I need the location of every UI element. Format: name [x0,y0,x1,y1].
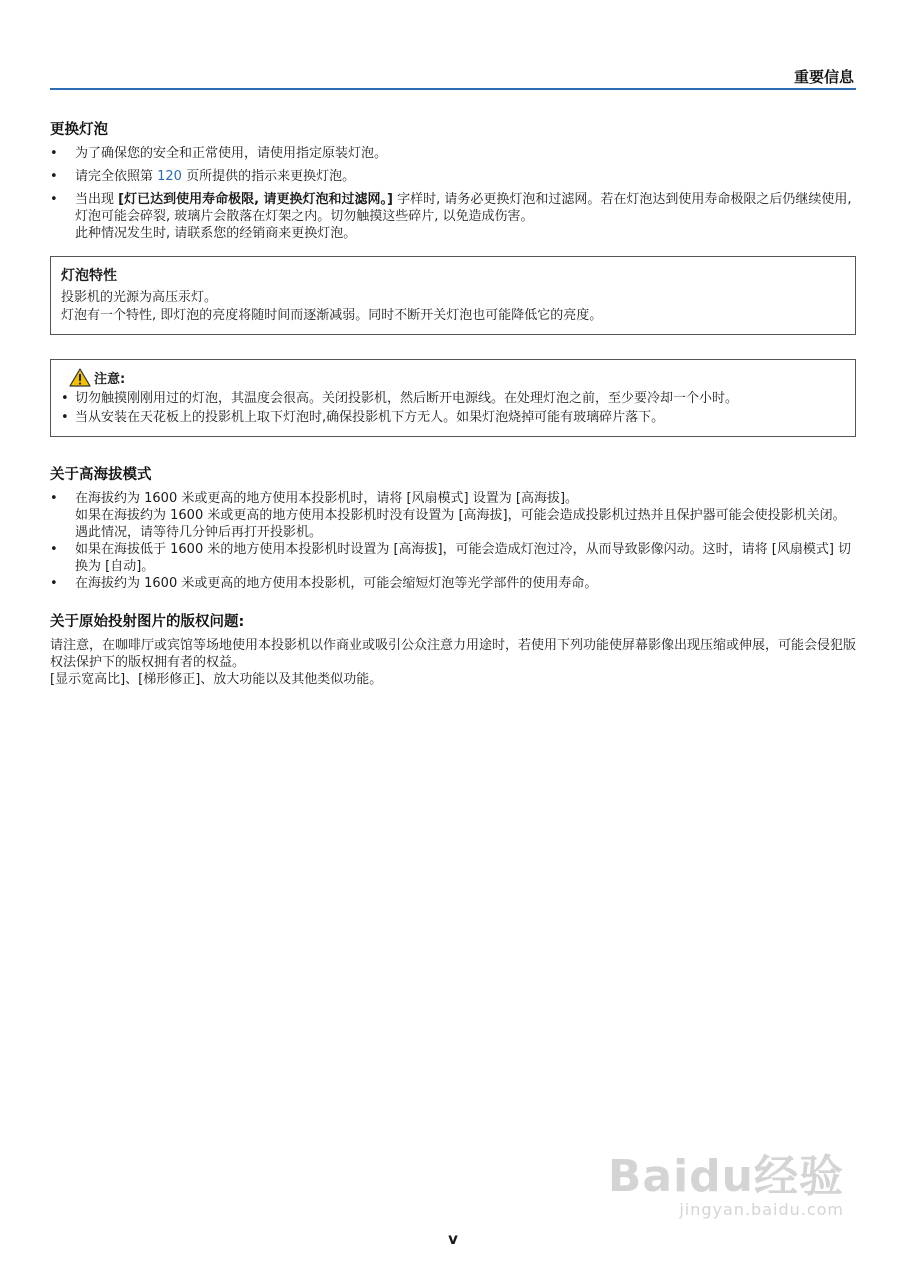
copyright-paragraph: 请注意，在咖啡厅或宾馆等场地使用本投影机以作商业或吸引公众注意力用途时，若使用下列功能使屏幕影像出现压缩或伸展，可能会侵犯版权法保护下的版权拥有者的权益。 [50,638,857,670]
list-item: • 当出现 [灯已达到使用寿命极限, 请更换灯泡和过滤网。] 字样时, 请务必更换灯泡和过滤网。若在灯泡达到使用寿命极限之后仍继续使用, 灯泡可能会碎裂, 玻璃片会散落在灯架之内。切勿触摸这些碎片, 以免造成伤害。 此种情况发生时, 请联系您的经销商来更换灯泡。 [50,192,852,241]
caution-box [50,359,856,437]
list-item: • 切勿触摸刚刚用过的灯泡，其温度会很高。关闭投影机，然后断开电源线。在处理灯泡之前，至少要冷却一个小时。 [61,391,739,406]
document-body [50,118,856,688]
watermark-url: jingyan.baidu.com [679,1200,844,1219]
copyright-functions: [显示宽高比]、[梯形修正]、放大功能以及其他类似功能。 [50,672,383,687]
bullet: • [50,146,58,161]
copyright-section [50,610,856,688]
lamp-bullet-list [50,145,856,242]
lamp-warning-message: [灯已达到使用寿命极限, 请更换灯泡和过滤网。] [118,192,393,207]
bullet: • [50,169,58,184]
baidu-watermark [608,1140,844,1219]
caution-label: 注意: [94,372,126,387]
page-reference-link[interactable]: 120 [157,169,182,184]
bullet: • [50,576,58,591]
list-item: • 请完全依照第 120 页所提供的指示来更换灯泡。 [50,169,356,184]
list-item: • 当从安装在天花板上的投影机上取下灯泡时,确保投影机下方无人。如果灯泡烧掉可能有玻璃碎片落下。 [61,410,665,425]
bullet: • [61,410,69,425]
page-number: v [448,1230,458,1248]
bullet: • [50,542,58,557]
box-title: 灯泡特性 [61,268,117,284]
list-item: • 为了确保您的安全和正常使用，请使用指定原装灯泡。 [50,146,388,161]
list-item: • 在海拔约为 1600 米或更高的地方使用本投影机，可能会缩短灯泡等光学部件的使用寿命。 [50,576,598,591]
bullet: • [61,391,69,406]
watermark-logo: Baidu经验 [607,1151,844,1202]
warning-triangle-icon [69,368,91,387]
page-header-title: 重要信息 [793,68,854,86]
copyright-heading: 关于原始投射图片的版权问题: [50,614,245,630]
box-text: 灯泡有一个特性, 即灯泡的亮度将随时间而逐渐减弱。同时不断开关灯泡也可能降低它的亮度。 [61,308,603,323]
list-item: • 如果在海拔低于 1600 米的地方使用本投影机时设置为 [高海拔]，可能会造成灯泡过冷，从而导致影像闪动。这时，请将 [风扇模式] 切换为 [自动]。 [50,542,852,574]
list-item: • 在海拔约为 1600 米或更高的地方使用本投影机时，请将 [风扇模式] 设置为 [高海拔]。 如果在海拔约为 1600 米或更高的地方使用本投影机时没有设置为 [高海拔]，可能会造成投影机过热并且保护器可能会使投影机关闭。遇此情况，请等待几分钟后再打开投影机。 [50,491,846,540]
altitude-list [50,490,856,592]
box-text: 投影机的光源为高压汞灯。 [61,290,218,305]
lamp-characteristics-box [50,256,856,335]
header-divider [50,88,856,90]
caution-header [69,368,843,387]
bullet: • [50,491,58,506]
lamp-replacement-heading: 更换灯泡 [50,122,108,138]
caution-list [61,390,843,426]
bullet: • [50,192,58,207]
altitude-heading: 关于高海拔模式 [50,467,152,483]
altitude-section [50,463,856,592]
